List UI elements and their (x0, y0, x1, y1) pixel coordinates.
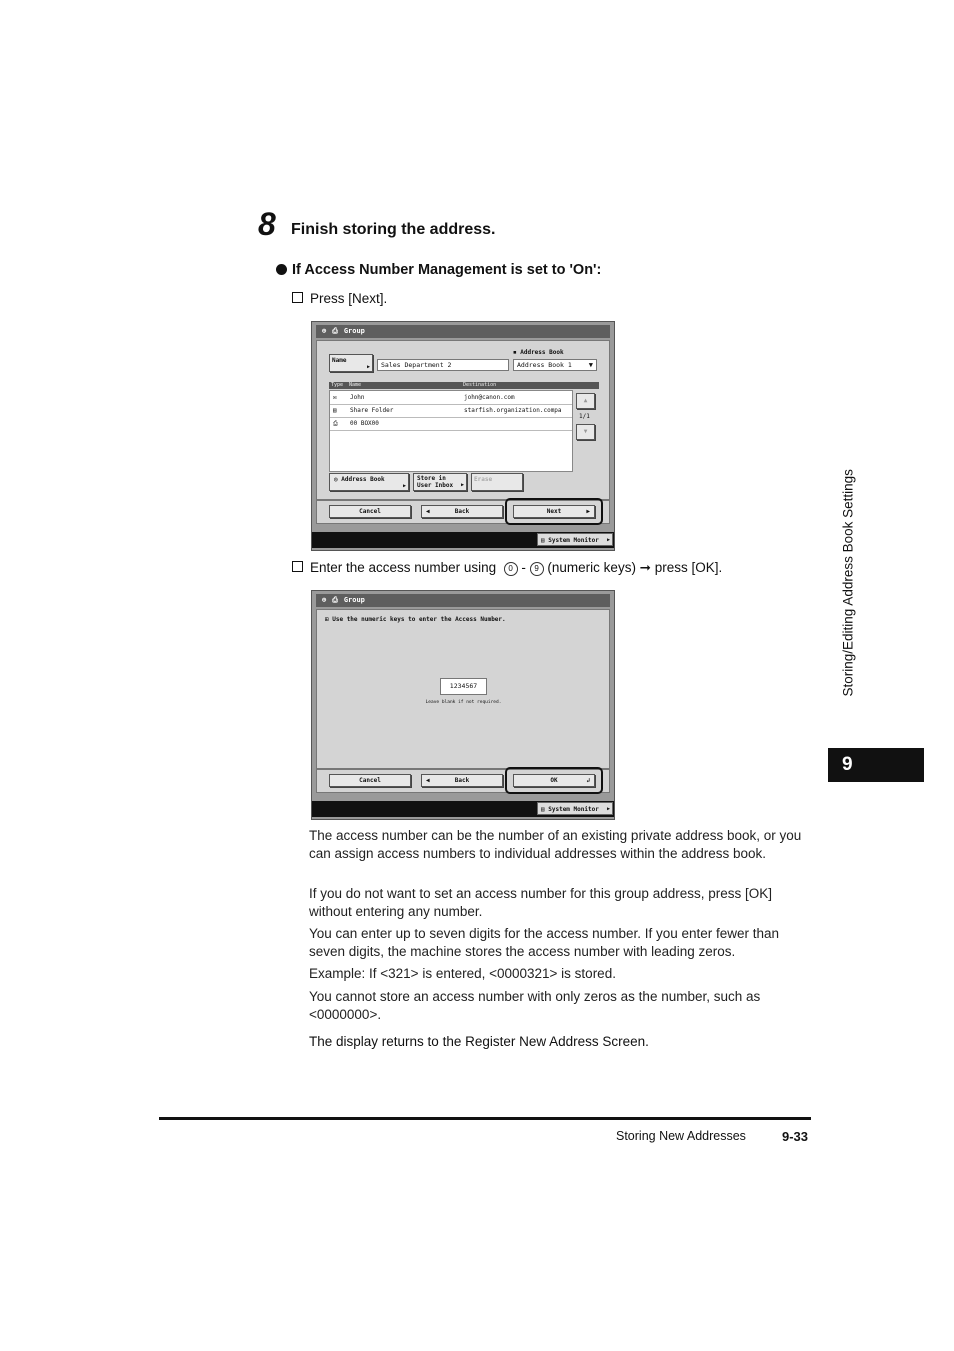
table-row[interactable]: ▤ Share Folder starfish.organization.compa (330, 404, 572, 418)
address-list (329, 390, 573, 472)
inbox-icon: ⎙ (333, 420, 338, 427)
main-panel (316, 609, 610, 769)
group-screen-2 (311, 590, 615, 820)
address-book-label: ◾ Address Book (513, 349, 564, 356)
table-row[interactable]: ✉ John john@canon.com (330, 391, 572, 405)
erase-button[interactable]: Erase (471, 473, 523, 491)
address-book-icon: ◎ (334, 476, 338, 483)
step-number: 8 (258, 206, 276, 242)
address-book-select[interactable]: Address Book 1 ▼ (513, 359, 597, 371)
page-number: 9-33 (782, 1129, 809, 1144)
screen-title: Group (343, 596, 365, 604)
system-monitor-button[interactable]: ▤ System Monitor ▶ (537, 533, 613, 546)
store-in-user-inbox-button[interactable]: Store in User Inbox ▶ (413, 473, 467, 491)
name-button[interactable]: Name ▶ (329, 354, 373, 372)
cancel-button[interactable]: Cancel (329, 505, 411, 518)
system-monitor-button[interactable]: ▤ System Monitor ▶ (537, 802, 613, 815)
back-button[interactable]: ◀ Back (421, 774, 503, 787)
footer-rule (159, 1117, 811, 1120)
instruction-message: ⊞ Use the numeric keys to enter the Access Number. (325, 616, 506, 623)
highlight-ring (505, 498, 603, 525)
enter-icon: ↲ (586, 777, 590, 784)
highlight-ring (505, 767, 603, 794)
note-paragraph: If you do not want to set an access number for this group address, press [OK] without entering any number. (309, 886, 772, 919)
title-bar (316, 325, 610, 338)
copy-icon: ⊕ (322, 596, 327, 604)
key-9-icon: 9 (530, 562, 544, 576)
right-arrow-icon: ▶ (586, 508, 590, 515)
email-icon: ✉ (333, 394, 337, 401)
name-field[interactable]: Sales Department 2 (377, 359, 509, 371)
system-bar (312, 532, 614, 548)
fax-icon: ⎙ (332, 327, 338, 335)
hint-text: Leave blank if not required. (425, 700, 502, 705)
cancel-button[interactable]: Cancel (329, 774, 411, 787)
main-panel (316, 340, 610, 500)
access-number-field[interactable]: 1234567 (440, 678, 487, 695)
monitor-icon: ▤ (541, 537, 545, 544)
checkbox-icon (292, 292, 303, 303)
list-header: Type Name Destination (329, 382, 599, 389)
copy-icon: ⊕ (322, 327, 327, 335)
next-button[interactable]: Next ▶ (513, 505, 595, 518)
back-button[interactable]: ◀ Back (421, 505, 503, 518)
note-paragraph: You cannot store an access number with only zeros as the number, such as <0000000>. (309, 989, 761, 1022)
left-arrow-icon: ◀ (426, 777, 430, 784)
scroll-up-button[interactable]: ▲ (576, 393, 595, 409)
checkbox-icon (292, 561, 303, 572)
screen-title: Group (343, 327, 365, 335)
table-row[interactable]: ⎙ 00 BOX00 (330, 417, 572, 431)
note-paragraph: Example: If <321> is entered, <0000321> is stored. (309, 966, 616, 981)
chapter-title: Storing/Editing Address Book Settings (840, 469, 856, 697)
chevron-down-icon: ▼ (588, 361, 593, 369)
title-bar (316, 594, 610, 607)
fax-icon: ⎙ (332, 596, 338, 604)
key-0-icon: 0 (504, 562, 518, 576)
condition-heading: If Access Number Management is set to 'On': (276, 262, 601, 278)
monitor-icon: ▤ (541, 806, 545, 813)
footer-section: Storing New Addresses (616, 1129, 746, 1143)
left-arrow-icon: ◀ (426, 508, 430, 515)
scroll-down-button[interactable]: ▼ (576, 424, 595, 440)
chapter-tab: 9 (828, 748, 924, 782)
ok-button[interactable]: OK ↲ (513, 774, 595, 787)
bottom-bar (316, 769, 610, 793)
instruction-press-next: Press [Next]. (292, 291, 387, 306)
note-paragraph: You can enter up to seven digits for the access number. If you enter fewer than seven digits, the machine stores the access number with leading zeros. (309, 926, 780, 959)
system-bar (312, 801, 614, 817)
note-paragraph: The access number can be the number of an existing private address book, or you can assign access numbers to individual addresses within the address book. (309, 828, 802, 861)
step-heading: Finish storing the address. (291, 221, 496, 238)
result-text: The display returns to the Register New Address Screen. (309, 1034, 649, 1049)
page-indicator: 1/1 (579, 413, 590, 420)
instruction-enter-number: Enter the access number using 0 - 9 (numeric keys) ➞ press [OK]. (292, 560, 722, 576)
bullet-icon (276, 264, 287, 275)
address-book-button[interactable]: ◎ Address Book ▶ (329, 473, 409, 491)
group-screen-1 (311, 321, 615, 551)
bottom-bar (316, 500, 610, 524)
keypad-icon: ⊞ (325, 616, 329, 623)
folder-icon: ▤ (333, 407, 337, 414)
